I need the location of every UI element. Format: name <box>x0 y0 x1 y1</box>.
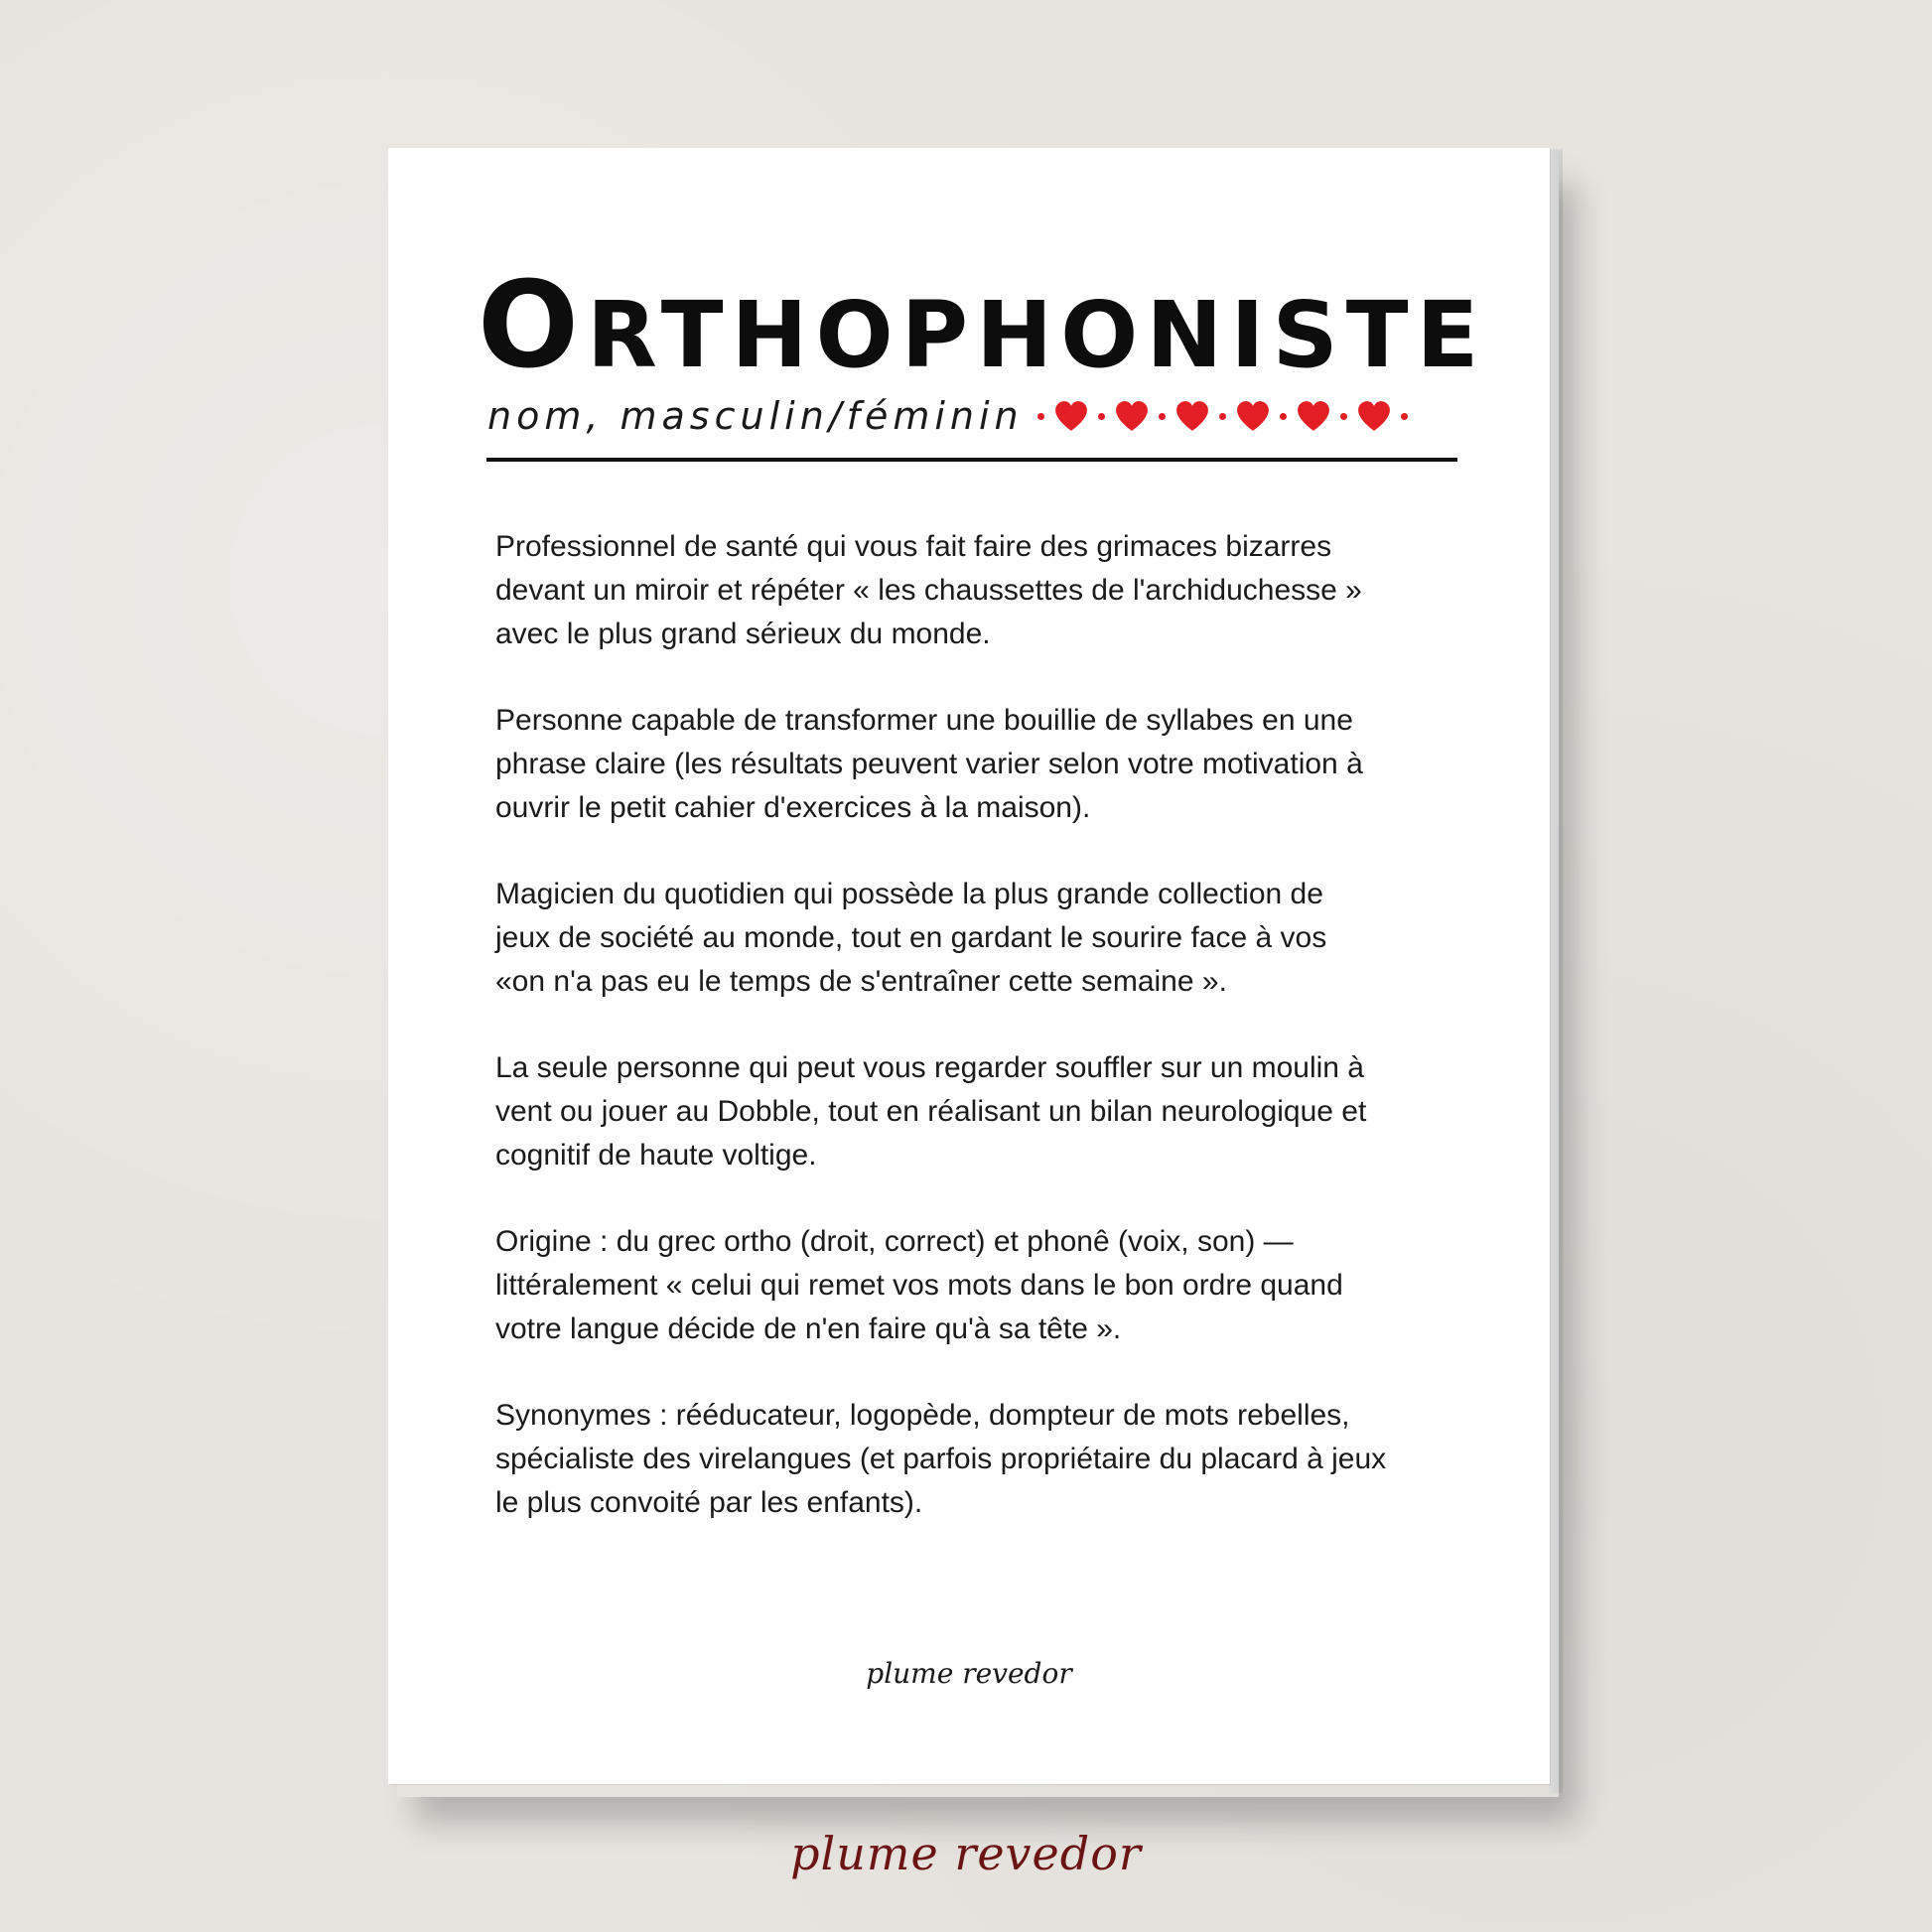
origin-paragraph: Origine : du grec ortho (droit, correct) et phonê (voix, son) — littéralement « celui qui remet vos mots dans le bon ordre quand votre langue décide de n'en faire qu'à sa tête ». <box>495 1225 1343 1345</box>
heart-icon <box>1236 400 1270 432</box>
word-class-subtitle: nom, masculin/féminin <box>487 394 1024 438</box>
subtitle-row <box>487 386 1418 446</box>
dot-icon <box>1340 413 1347 420</box>
dot-icon <box>1037 413 1044 420</box>
dot-icon <box>1219 413 1226 420</box>
heart-icon <box>1357 400 1391 432</box>
signature: plume revedor <box>866 1657 1072 1690</box>
title-first-letter: O <box>478 257 588 395</box>
dot-icon <box>1401 413 1408 420</box>
poster-card <box>388 148 1550 1784</box>
heart-icon <box>1175 400 1209 432</box>
definition-paragraph: Professionnel de santé qui vous fait faire des grimaces bizarres devant un miroir et répéter « les chaussettes de l'archiduchesse » avec le plus grand sérieux du monde. <box>495 530 1362 650</box>
watermark: plume revedor <box>790 1827 1142 1880</box>
heart-icon <box>1115 400 1149 432</box>
poster-title <box>478 257 1487 395</box>
heart-icon <box>1297 400 1330 432</box>
hearts-decoration <box>1028 400 1418 432</box>
definition-paragraph: Magicien du quotidien qui possède la plus grande collection de jeux de société au monde, tout en gardant le sourire face à vos «on n'a pas eu le temps de s'entraîner cette semaine ». <box>495 878 1327 998</box>
definition-body <box>495 525 1449 1568</box>
definition-paragraph: La seule personne qui peut vous regarder souffler sur un moulin à vent ou jouer au Dobble, tout en réalisant un bilan neurologique et cognitif de haute voltige. <box>495 1051 1367 1172</box>
dot-icon <box>1280 413 1287 420</box>
dot-icon <box>1098 413 1105 420</box>
title-rest: RTHOPHONISTE <box>587 282 1487 388</box>
heart-icon <box>1054 400 1088 432</box>
synonyms-paragraph: Synonymes : rééducateur, logopède, dompteur de mots rebelles, spécialiste des virelangues (et parfois propriétaire du placard à jeux le plus convoité par les enfants). <box>495 1399 1387 1519</box>
definition-paragraph: Personne capable de transformer une bouillie de syllabes en une phrase claire (les résultats peuvent varier selon votre motivation à ouvrir le petit cahier d'exercices à la maison). <box>495 704 1363 824</box>
divider-line <box>486 458 1457 462</box>
dot-icon <box>1159 413 1166 420</box>
